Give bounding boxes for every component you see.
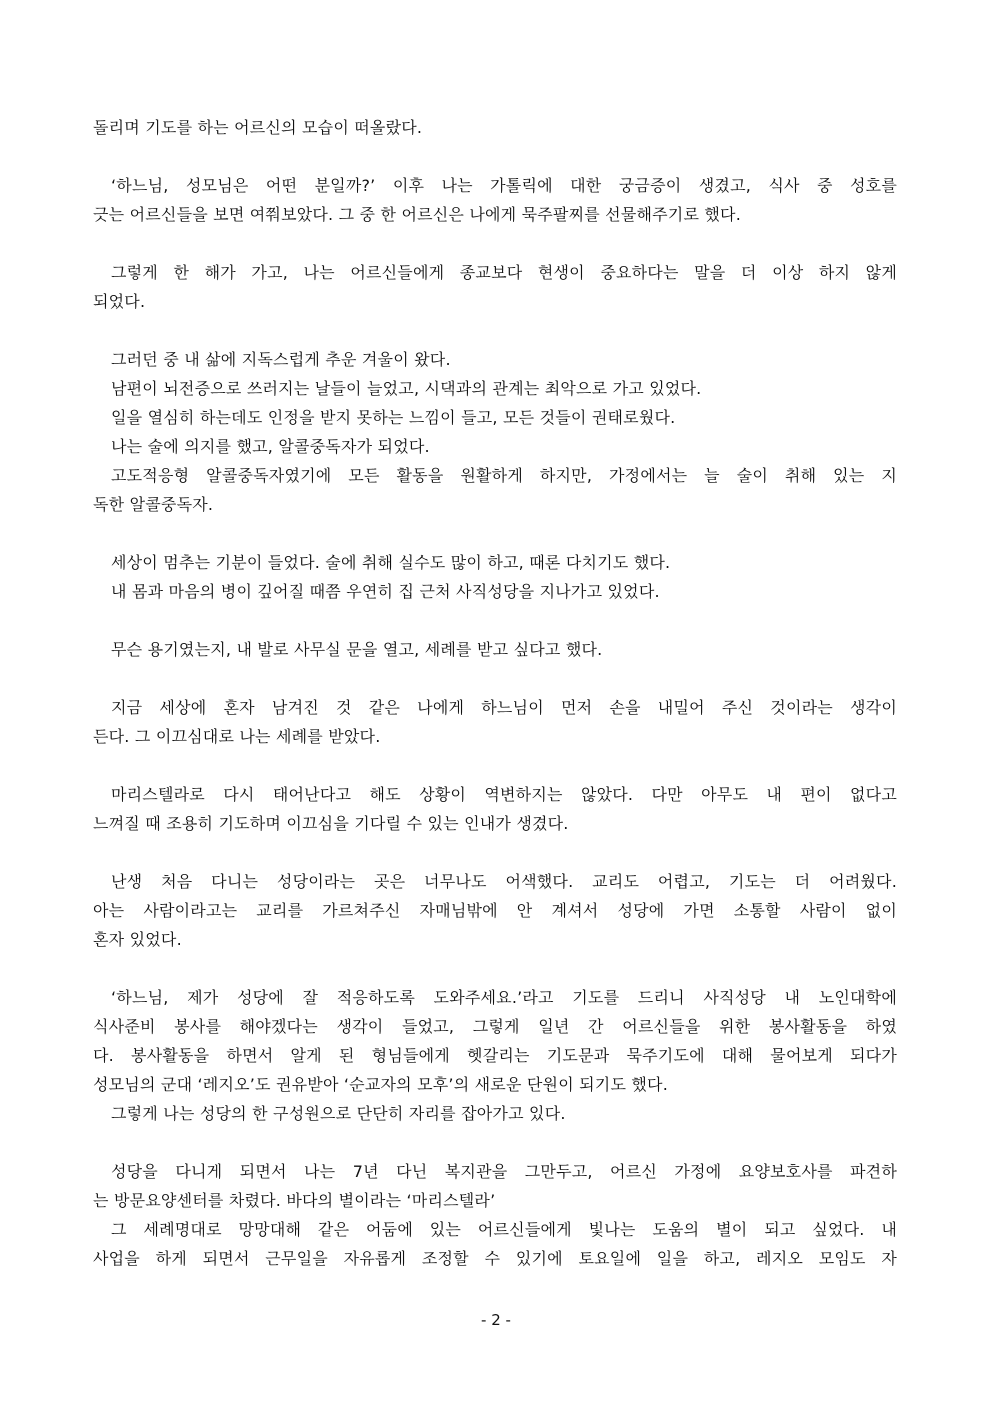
paragraph-gap — [93, 838, 897, 867]
text-line: 지금 세상에 혼자 남겨진 것 같은 나에게 하느님이 먼저 손을 내밀어 주신 것이라는 생각이 — [111, 698, 897, 717]
text-line: 그러던 중 내 삶에 지독스럽게 추운 겨울이 왔다. — [111, 350, 451, 369]
text-line: 독한 알콜중독자. — [93, 495, 214, 514]
text-line: 성당을 다니게 되면서 나는 7년 다닌 복지관을 그만두고, 어르신 가정에 요양보호사를 파견하 — [111, 1162, 897, 1181]
text-line: 긋는 어르신들을 보면 여쭤보았다. 그 중 한 어르신은 나에게 묵주팔찌를 선물해주기로 했다. — [93, 205, 741, 224]
text-line: 그렇게 나는 성당의 한 구성원으로 단단히 자리를 잡아가고 있다. — [111, 1104, 566, 1123]
text-line: 그렇게 한 해가 가고, 나는 어르신들에게 종교보다 현생이 중요하다는 말을 더 이상 하지 않게 — [111, 263, 897, 282]
text-line: 돌리며 기도를 하는 어르신의 모습이 떠올랐다. — [93, 118, 423, 137]
text-line: 마리스텔라로 다시 태어난다고 해도 상황이 역변하지는 않았다. 다만 아무도 내 편이 없다고 — [111, 785, 897, 804]
text-line: 는 방문요양센터를 차렸다. 바다의 별이라는 ‘마리스텔라’ — [93, 1191, 496, 1210]
paragraph-gap — [93, 316, 897, 345]
text-line: 남편이 뇌전증으로 쓰러지는 날들이 늘었고, 시댁과의 관계는 최악으로 가고 있었다. — [111, 379, 702, 398]
text-line: 내 몸과 마음의 병이 깊어질 때쯤 우연히 집 근처 사직성당을 지나가고 있었다. — [111, 582, 660, 601]
text-line: 성모님의 군대 ‘레지오’도 권유받아 ‘순교자의 모후’의 새로운 단원이 되기도 했다. — [93, 1075, 668, 1094]
text-line: 아는 사람이라고는 교리를 가르쳐주신 자매님밖에 안 계셔서 성당에 가면 소통할 사람이 없이 — [93, 901, 897, 920]
text-line: 혼자 있었다. — [93, 930, 182, 949]
paragraph-gap — [93, 606, 897, 635]
text-line: 든다. 그 이끄심대로 나는 세례를 받았다. — [93, 727, 381, 746]
text-line: 나는 술에 의지를 했고, 알콜중독자가 되었다. — [111, 437, 430, 456]
text-line: 다. 봉사활동을 하면서 알게 된 형님들에게 헷갈리는 기도문과 묵주기도에 대해 물어보게 되다가 — [93, 1046, 897, 1065]
paragraph-gap — [93, 142, 897, 171]
text-line: ‘하느님, 제가 성당에 잘 적응하도록 도와주세요.’라고 기도를 드리니 사직성당 내 노인대학에 — [111, 988, 897, 1007]
paragraph-gap — [93, 751, 897, 780]
paragraph-gap — [93, 519, 897, 548]
text-line: 무슨 용기였는지, 내 발로 사무실 문을 열고, 세례를 받고 싶다고 했다. — [111, 640, 603, 659]
paragraph-gap — [93, 229, 897, 258]
text-line: 난생 처음 다니는 성당이라는 곳은 너무나도 어색했다. 교리도 어렵고, 기도는 더 어려웠다. — [111, 872, 897, 891]
text-line: 되었다. — [93, 292, 146, 311]
text-line: 식사준비 봉사를 해야겠다는 생각이 들었고, 그렇게 일년 간 어르신들을 위한 봉사활동을 하였 — [93, 1017, 897, 1036]
paragraph-gap — [93, 1128, 897, 1157]
text-line: 그 세례명대로 망망대해 같은 어둠에 있는 어르신들에게 빛나는 도움의 별이 되고 싶었다. 내 — [111, 1220, 897, 1239]
text-line: ‘하느님, 성모님은 어떤 분일까?’ 이후 나는 가톨릭에 대한 궁금증이 생겼고, 식사 중 성호를 — [111, 176, 897, 195]
text-line: 일을 열심히 하는데도 인정을 받지 못하는 느낌이 들고, 모든 것들이 권태로웠다. — [111, 408, 676, 427]
text-line: 고도적응형 알콜중독자였기에 모든 활동을 원활하게 하지만, 가정에서는 늘 술이 취해 있는 지 — [111, 466, 897, 485]
paragraph-gap — [93, 664, 897, 693]
text-line: 느껴질 때 조용히 기도하며 이끄심을 기다릴 수 있는 인내가 생겼다. — [93, 814, 569, 833]
page-number: - 2 - — [481, 1311, 511, 1329]
document-body — [93, 113, 897, 1273]
paragraph-gap — [93, 954, 897, 983]
text-line: 세상이 멈추는 기분이 들었다. 술에 취해 실수도 많이 하고, 때론 다치기도 했다. — [111, 553, 671, 572]
text-line: 사업을 하게 되면서 근무일을 자유롭게 조정할 수 있기에 토요일에 일을 하고, 레지오 모임도 자 — [93, 1249, 897, 1268]
